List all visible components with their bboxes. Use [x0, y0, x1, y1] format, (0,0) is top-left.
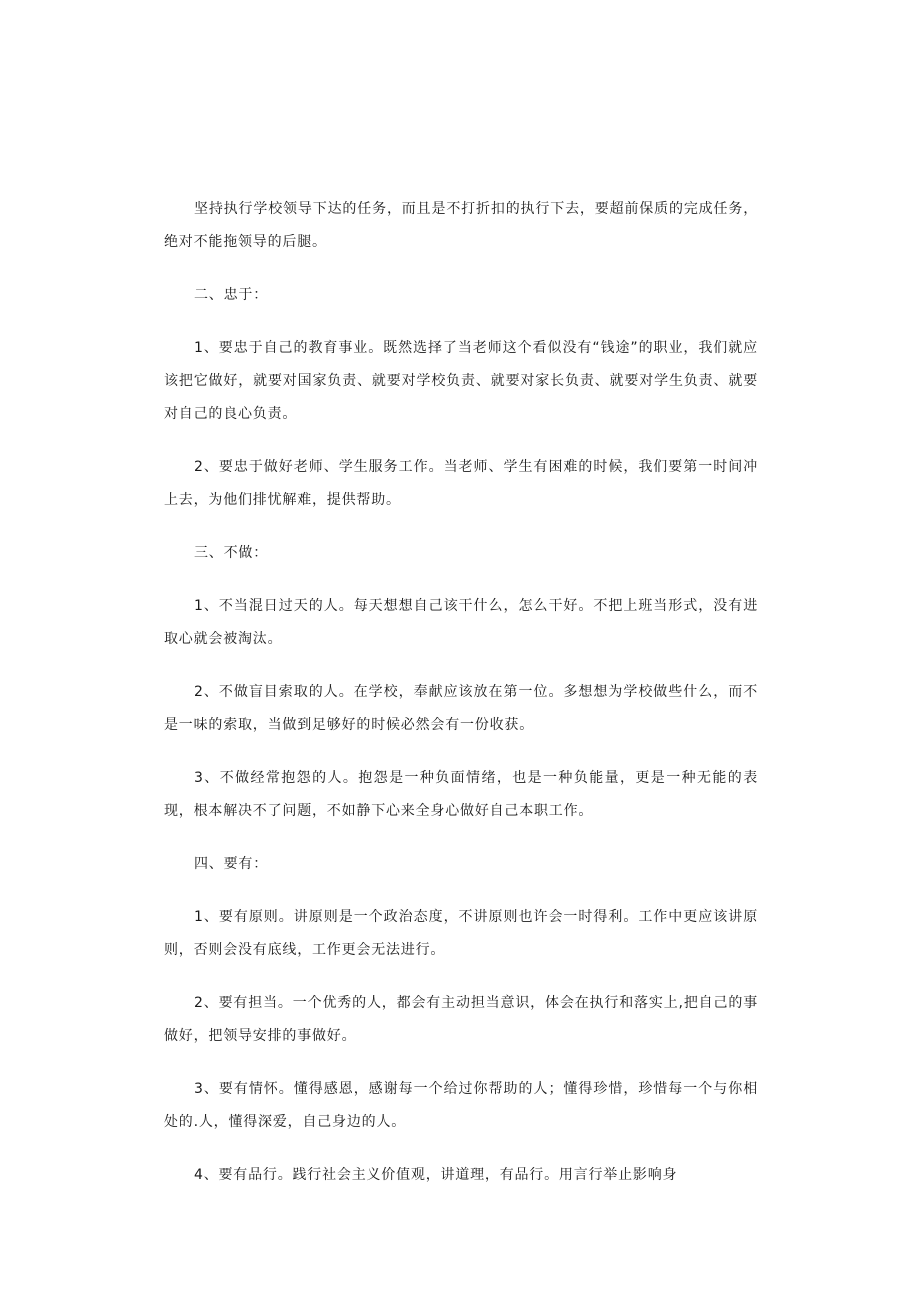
paragraph-task-execution: 坚持执行学校领导下达的任务，而且是不打折扣的执行下去，要超前保质的完成任务，绝对不能拖领导的后腿。 [164, 201, 758, 250]
paragraph-principle: 1、要有原则。讲原则是一个政治态度，不讲原则也许会一时得利。工作中更应该讲原则，否则会没有底线，工作更会无法进行。 [164, 909, 758, 958]
paragraph-dont-demand: 2、不做盲目索取的人。在学校，奉献应该放在第一位。多想想为学校做些什么，而不是一味的索取，当做到足够好的时候必然会有一份收获。 [164, 684, 758, 733]
paragraph-responsibility: 2、要有担当。一个优秀的人，都会有主动担当意识，体会在执行和落实上,把自己的事做好，把领导安排的事做好。 [164, 995, 758, 1044]
paragraph-dont-complain: 3、不做经常抱怨的人。抱怨是一种负面情绪，也是一种负能量，更是一种无能的表现，根本解决不了问题，不如静下心来全身心做好自己本职工作。 [164, 770, 758, 819]
paragraph-dont-idle: 1、不当混日过天的人。每天想想自己该干什么，怎么干好。不把上班当形式，没有进取心就会被淘汰。 [164, 598, 758, 647]
paragraph-sentiment: 3、要有情怀。懂得感恩，感谢每一个给过你帮助的人；懂得珍惜，珍惜每一个与你相处的.人，懂得深爱，自己身边的人。 [164, 1081, 758, 1130]
paragraph-loyal-education: 1、要忠于自己的教育事业。既然选择了当老师这个看似没有“钱途”的职业，我们就应该把它做好，就要对国家负责、就要对学校负责、就要对家长负责、就要对学生负责、就要对自己的良心负责。 [164, 340, 758, 422]
section-heading-must-have: 四、要有： [194, 856, 268, 872]
paragraph-loyal-service: 2、要忠于做好老师、学生服务工作。当老师、学生有困难的时候，我们要第一时间冲上去，为他们排忧解难，提供帮助。 [164, 459, 758, 508]
section-heading-loyalty: 二、忠于： [194, 287, 268, 303]
paragraph-conduct: 4、要有品行。践行社会主义价值观，讲道理，有品行。用言行举止影响身 [194, 1167, 678, 1183]
document-body [164, 193, 758, 1212]
section-heading-dont: 三、不做： [194, 545, 268, 561]
